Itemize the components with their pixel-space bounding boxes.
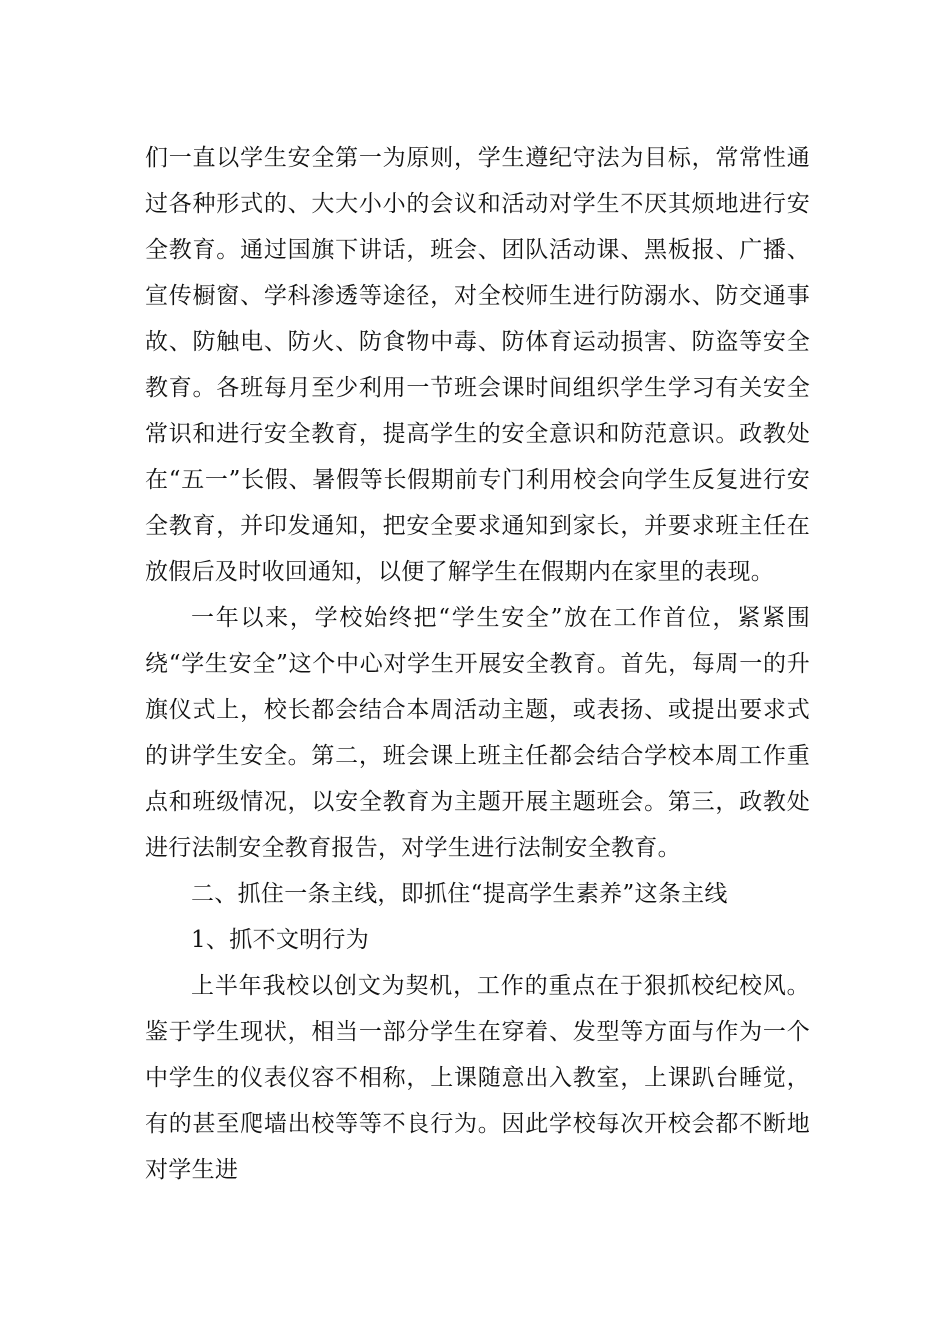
subsection-heading-uncivil-behavior: 1、抓不文明行为	[191, 927, 370, 953]
paragraph-year-review: 一年以来，学校始终把“学生安全”放在工作首位，紧紧围绕“学生安全”这个中心对学生开展安全教育。首先，每周一的升旗仪式上，校长都会结合本周活动主题，或表扬、或提出要求式的讲学生安全。第二，班会课上班主任都会结合学校本周工作重点和班级情况，以安全教育为主题开展主题班会。第三，政教处进行法制安全教育报告，对学生进行法制安全教育。	[145, 605, 810, 861]
document-body	[145, 135, 810, 1193]
paragraph-school-discipline: 上半年我校以创文为契机，工作的重点在于狠抓校纪校风。鉴于学生现状，相当一部分学生在穿着、发型等方面与作为一个中学生的仪表仪容不相称，上课随意出入教室，上课趴台睡觉，有的甚至爬墙出校等等不良行为。因此学校每次开校会都不断地对学生进	[145, 973, 810, 1183]
section-heading-main-line: 二、抓住一条主线，即抓住“提高学生素养”这条主线	[191, 881, 728, 907]
paragraph-safety-education-methods: 们一直以学生安全第一为原则，学生遵纪守法为目标，常常性通过各种形式的、大大小小的会议和活动对学生不厌其烦地进行安全教育。通过国旗下讲话，班会、团队活动课、黑板报、广播、宣传橱窗、学科渗透等途径，对全校师生进行防溺水、防交通事故、防触电、防火、防食物中毒、防体育运动损害、防盗等安全教育。各班每月至少利用一节班会课时间组织学生学习有关安全常识和进行安全教育，提高学生的安全意识和防范意识。政教处在“五一”长假、暑假等长假期前专门利用校会向学生反复进行安全教育，并印发通知，把安全要求通知到家长，并要求班主任在放假后及时收回通知，以便了解学生在假期内在家里的表现。	[145, 145, 810, 585]
